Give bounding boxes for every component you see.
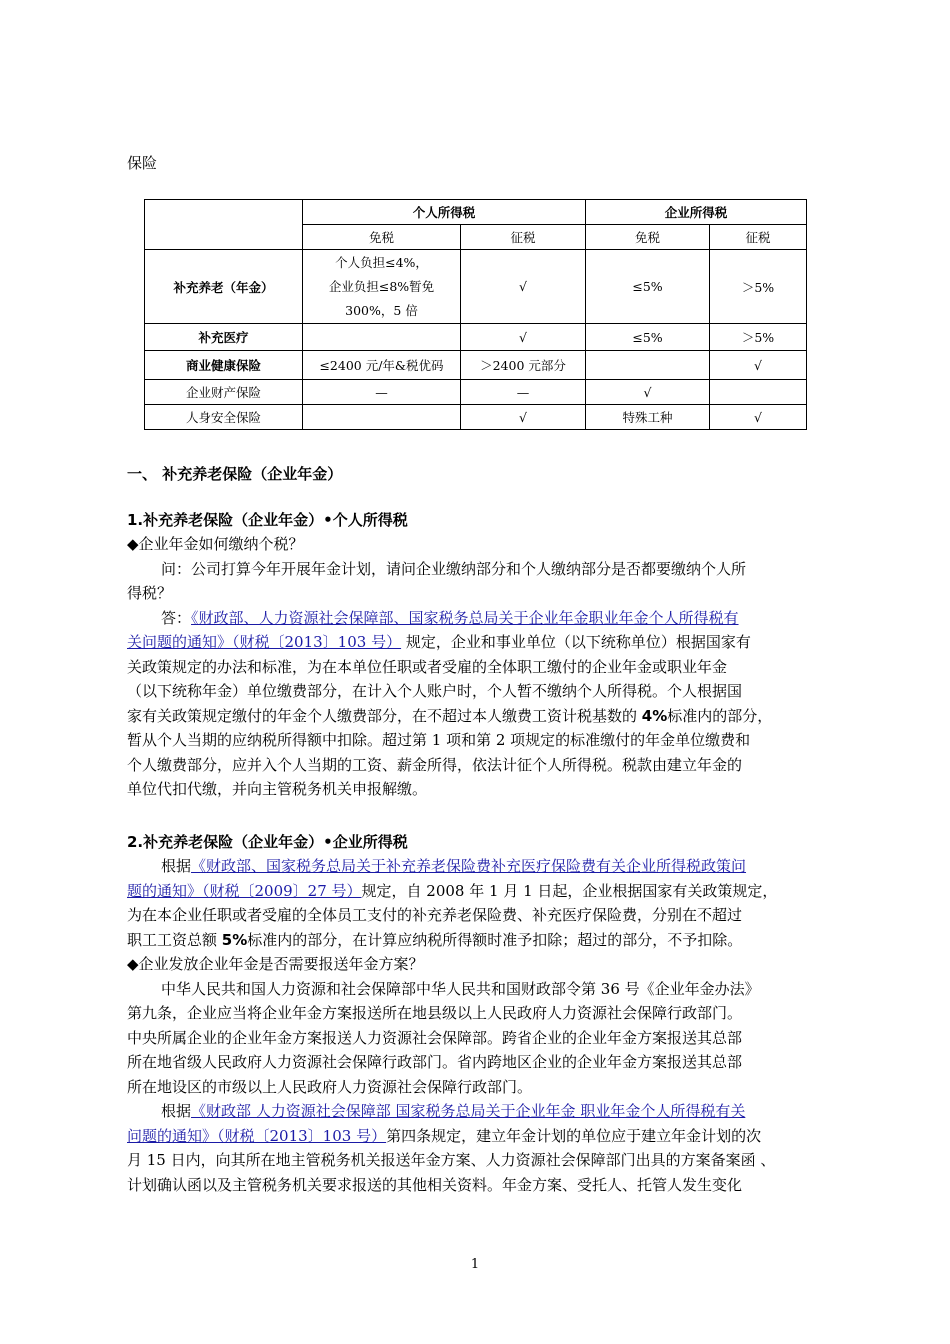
paragraph-line — [127, 631, 751, 652]
text-span: 根据 — [161, 1102, 192, 1120]
row-label: 补充养老（年金） — [145, 250, 303, 324]
question-bullet: ◆企业发放企业年金是否需要报送年金方案？ — [127, 955, 424, 973]
row-label: 人身安全保险 — [145, 405, 303, 430]
paragraph-line: 计划确认函以及主管税务机关要求报送的其他相关资料。年金方案、受托人、托管人发生变化 — [127, 1176, 743, 1194]
text-span: 根据 — [161, 857, 192, 875]
policy-link-2013-103-cont[interactable]: 关问题的通知》（财税〔2013〕103 号） — [127, 633, 402, 651]
table-cell: √ — [461, 250, 586, 324]
text-span: 规定，自 2008 年 1 月 1 日起，企业根据国家有关政策规定， — [361, 882, 778, 900]
text-span: 职工工资总额 — [127, 931, 222, 949]
row-label: 企业财产保险 — [145, 380, 303, 405]
paragraph-line: 第九条，企业应当将企业年金方案报送所在地县级以上人民政府人力资源社会保障行政部门。 — [127, 1004, 743, 1022]
subheader-cell: 征税 — [461, 225, 586, 250]
paragraph-line: 所在地省级人民政府人力资源社会保障行政部门。省内跨地区企业的企业年金方案报送其总部 — [127, 1053, 743, 1071]
paragraph-line: 月 15 日内，向其所在地主管税务机关报送年金方案、人力资源社会保障部门出具的方案备案函 、 — [127, 1151, 776, 1169]
table-row — [145, 250, 807, 324]
text-span: 标准内的部分， — [667, 707, 773, 725]
paragraph-line: 关政策规定的办法和标准，为在本单位任职或者受雇的全体职工缴付的企业年金或职业年金 — [127, 658, 728, 676]
paragraph-line — [127, 1125, 761, 1146]
table-cell: ≤2400 元/年&税优码 — [303, 351, 461, 380]
paragraph-line: 得税？ — [127, 584, 173, 602]
page-number: 1 — [470, 1257, 480, 1272]
text-span: 标准内的部分，在计算应纳税所得额时准予扣除；超过的部分，不予扣除。 — [247, 931, 743, 949]
subsection-title: 1.补充养老保险（企业年金）•个人所得税 — [127, 511, 408, 529]
paragraph-line: 暂从个人当期的应纳税所得额中扣除。超过第 1 项和第 2 项规定的标准缴付的年金单位缴费和 — [127, 731, 751, 749]
table-row — [145, 380, 807, 405]
paragraph-line: 中华人民共和国人力资源和社会保障部中华人民共和国财政部令第 36 号《企业年金办法》 — [161, 980, 760, 998]
table-cell: √ — [461, 324, 586, 351]
table-cell: ＞5% — [710, 250, 807, 324]
header-corporate-income-tax: 企业所得税 — [586, 200, 807, 225]
subheader-cell: 征税 — [710, 225, 807, 250]
text-bold: 5% — [221, 931, 248, 949]
text-span: 第四条规定，建立年金计划的单位应于建立年金计划的次 — [386, 1127, 762, 1145]
policy-link-2009-27-cont[interactable]: 题的通知》（财税〔2009〕27 号） — [127, 882, 362, 900]
table-cell — [303, 324, 461, 351]
table-cell: √ — [710, 351, 807, 380]
paragraph-line — [127, 880, 777, 901]
table-cell — [303, 250, 461, 324]
paragraph-line: 单位代扣代缴，并向主管税务机关申报解缴。 — [127, 780, 428, 798]
table-cell: ＞2400 元部分 — [461, 351, 586, 380]
paragraph-line: 所在地设区的市级以上人民政府人力资源社会保障行政部门。 — [127, 1078, 533, 1096]
row-label: 商业健康保险 — [145, 351, 303, 380]
table-row — [145, 351, 807, 380]
table-cell: — — [461, 380, 586, 405]
header-personal-income-tax: 个人所得税 — [303, 200, 586, 225]
paragraph-line: （以下统称年金）单位缴费部分，在计入个人账户时，个人暂不缴纳个人所得税。个人根据国 — [127, 682, 743, 700]
subheader-cell: 免税 — [586, 225, 710, 250]
table-cell: 特殊工种 — [586, 405, 710, 430]
policy-link-2013-103-b[interactable]: 《财政部 人力资源社会保障部 国家税务总局关于企业年金 职业年金个人所得税有关 — [191, 1102, 746, 1120]
row-label: 补充医疗 — [145, 324, 303, 351]
paragraph-line: 为在本企业任职或者受雇的全体员工支付的补充养老保险费、补充医疗保险费，分别在不超过 — [127, 906, 743, 924]
paragraph-line: 个人缴费部分，应并入个人当期的工资、薪金所得，依法计征个人所得税。税款由建立年金的 — [127, 756, 743, 774]
table-cell: ≤5% — [586, 250, 710, 324]
table-cell: √ — [461, 405, 586, 430]
table-cell: ≤5% — [586, 324, 710, 351]
text-span: 家有关政策规定缴付的年金个人缴费部分，在不超过本人缴费工资计税基数的 — [127, 707, 642, 725]
table-cell — [586, 351, 710, 380]
paragraph-line — [161, 855, 746, 876]
subheader-cell: 免税 — [303, 225, 461, 250]
question-bullet: ◆企业年金如何缴纳个税？ — [127, 535, 304, 553]
section-title: 一、 补充养老保险（企业年金） — [127, 465, 343, 483]
table-row — [145, 324, 807, 351]
policy-link-2009-27[interactable]: 《财政部、国家税务总局关于补充养老保险费补充医疗保险费有关企业所得税政策问 — [191, 857, 747, 875]
answer-prefix: 答： — [161, 609, 192, 627]
subsection-title: 2.补充养老保险（企业年金）•企业所得税 — [127, 833, 408, 851]
table-cell — [710, 380, 807, 405]
text-bold: 4% — [641, 707, 668, 725]
paragraph-line — [161, 1100, 745, 1121]
table-cell: ＞5% — [710, 324, 807, 351]
paragraph-line — [127, 705, 772, 726]
policy-link-2013-103-b-cont[interactable]: 问题的通知》（财税〔2013〕103 号） — [127, 1127, 387, 1145]
table-cell: √ — [586, 380, 710, 405]
table-cell: √ — [710, 405, 807, 430]
paragraph-line: 问：公司打算今年开展年金计划，请问企业缴纳部分和个人缴纳部分是否都要缴纳个人所 — [161, 560, 747, 578]
table-header-row — [145, 200, 807, 225]
page-heading: 保险 — [127, 154, 158, 172]
table-corner-cell — [145, 200, 303, 250]
paragraph-line: 中央所属企业的企业年金方案报送人力资源社会保障部。跨省企业的企业年金方案报送其总部 — [127, 1029, 743, 1047]
paragraph-line — [161, 607, 739, 628]
cell-line: 300%，5 倍 — [345, 302, 418, 318]
cell-line: 企业负担≤8%暂免 — [328, 278, 435, 294]
cell-line: 个人负担≤4%， — [335, 254, 428, 270]
paragraph-line — [127, 929, 742, 950]
text-span: 规定，企业和事业单位（以下统称单位）根据国家有 — [401, 633, 751, 651]
table-cell — [303, 405, 461, 430]
table-row — [145, 405, 807, 430]
table-cell: — — [303, 380, 461, 405]
insurance-tax-table — [144, 199, 807, 430]
policy-link-2013-103[interactable]: 《财政部、人力资源社会保障部、国家税务总局关于企业年金职业年金个人所得税有 — [191, 609, 739, 627]
